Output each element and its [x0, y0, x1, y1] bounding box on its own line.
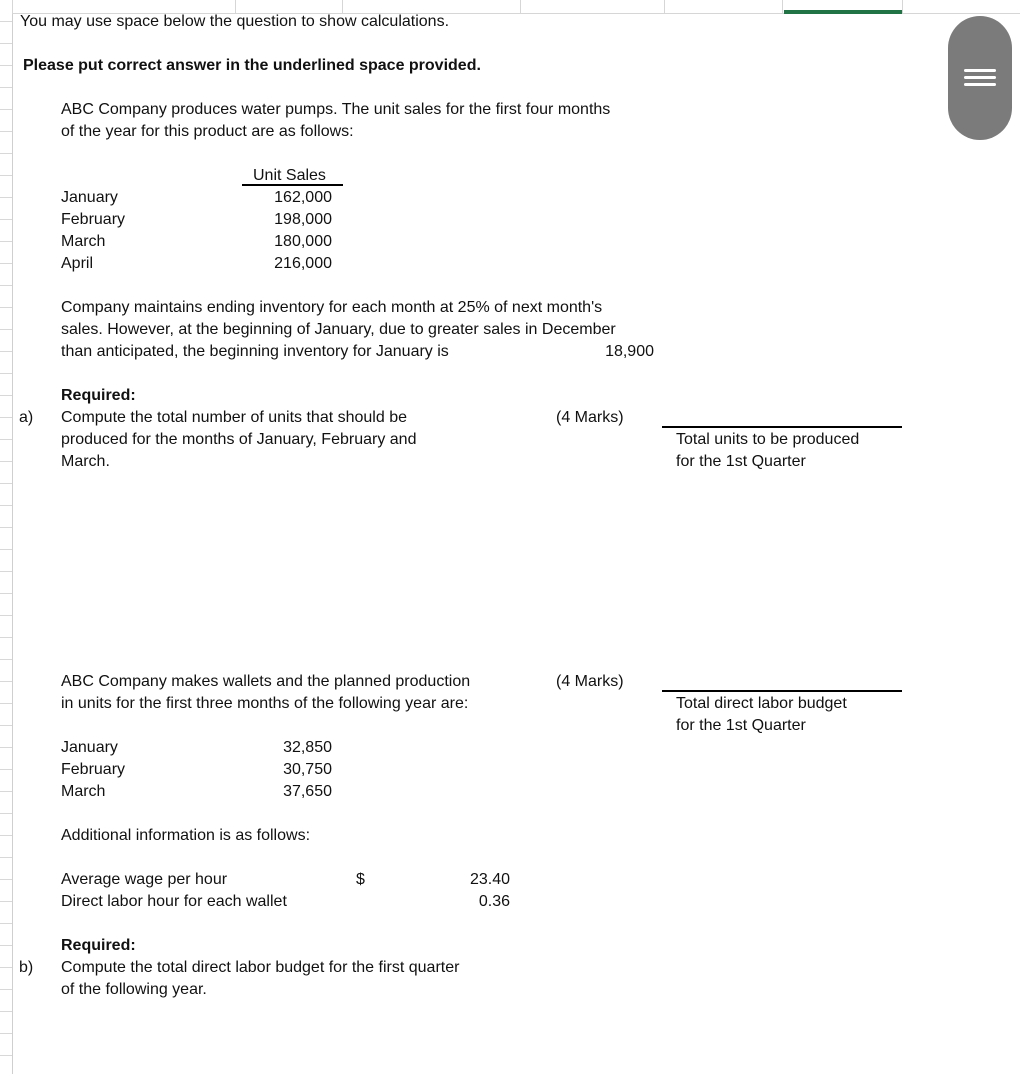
q2-answer-label-2: for the 1st Quarter: [676, 717, 806, 734]
sales-value: 162,000: [274, 189, 332, 206]
q1-answer-line[interactable]: [662, 426, 902, 428]
wage-label: Average wage per hour: [61, 871, 228, 888]
sales-month: January: [61, 189, 118, 206]
q2-intro-line-2: in units for the first three months of the following year are:: [61, 695, 469, 712]
inventory-policy-line-3: than anticipated, the beginning inventory for January is: [61, 343, 449, 360]
sales-value: 216,000: [274, 255, 332, 272]
labor-hours-label: Direct labor hour for each wallet: [61, 893, 287, 910]
production-month: February: [61, 761, 126, 778]
sales-month: February: [61, 211, 126, 228]
production-value: 32,850: [283, 739, 332, 756]
sales-month: March: [61, 233, 106, 250]
sales-value: 180,000: [274, 233, 332, 250]
inventory-policy-line-1: Company maintains ending inventory for each month at 25% of next month's: [61, 299, 603, 316]
q2-required-label: Required:: [61, 937, 136, 954]
column-divider: [12, 0, 13, 13]
q1-answer-label-1: Total units to be produced: [676, 431, 860, 448]
part-a-label: a): [19, 409, 34, 426]
production-value: 30,750: [283, 761, 332, 778]
currency-symbol: $: [356, 871, 365, 888]
q1-answer-label-2: for the 1st Quarter: [676, 453, 806, 470]
production-value: 37,650: [283, 783, 332, 800]
q2-intro-line-1: ABC Company makes wallets and the planned production: [61, 673, 471, 690]
selected-cell-indicator: [784, 10, 902, 14]
column-divider: [520, 0, 521, 13]
scroll-handle[interactable]: [948, 16, 1012, 140]
beginning-inventory-value: 18,900: [605, 343, 654, 360]
part-b-label: b): [19, 959, 34, 976]
q1-task-line-3: March.: [61, 453, 110, 470]
column-divider: [782, 0, 783, 13]
q2-marks: (4 Marks): [556, 673, 624, 690]
labor-hours-value: 0.36: [478, 893, 510, 910]
q1-intro-line-1: ABC Company produces water pumps. The unit sales for the first four months: [61, 101, 611, 118]
q2-answer-label-1: Total direct labor budget: [676, 695, 847, 712]
q1-task-line-2: produced for the months of January, February and: [61, 431, 417, 448]
wage-value: 23.40: [469, 871, 510, 888]
row-header-gutter: [0, 0, 13, 1074]
production-month: January: [61, 739, 118, 756]
q2-task-line-1: Compute the total direct labor budget for the first quarter: [61, 959, 460, 976]
column-divider: [902, 0, 903, 13]
inventory-policy-line-2: sales. However, at the beginning of January, due to greater sales in December: [61, 321, 616, 338]
calc-note: You may use space below the question to show calculations.: [20, 13, 450, 30]
q2-task-line-2: of the following year.: [61, 981, 207, 998]
unit-sales-header: Unit Sales: [253, 167, 326, 184]
production-month: March: [61, 783, 106, 800]
q1-intro-line-2: of the year for this product are as follows:: [61, 123, 354, 140]
q1-marks: (4 Marks): [556, 409, 624, 426]
additional-info-label: Additional information is as follows:: [61, 827, 311, 844]
q2-answer-line[interactable]: [662, 690, 902, 692]
sales-month: April: [61, 255, 94, 272]
unit-sales-underline: [242, 184, 343, 186]
column-divider: [664, 0, 665, 13]
q1-task-line-1: Compute the total number of units that should be: [61, 409, 407, 426]
instruction-heading: Please put correct answer in the underlined space provided.: [23, 57, 481, 74]
sales-value: 198,000: [274, 211, 332, 228]
q1-required-label: Required:: [61, 387, 136, 404]
